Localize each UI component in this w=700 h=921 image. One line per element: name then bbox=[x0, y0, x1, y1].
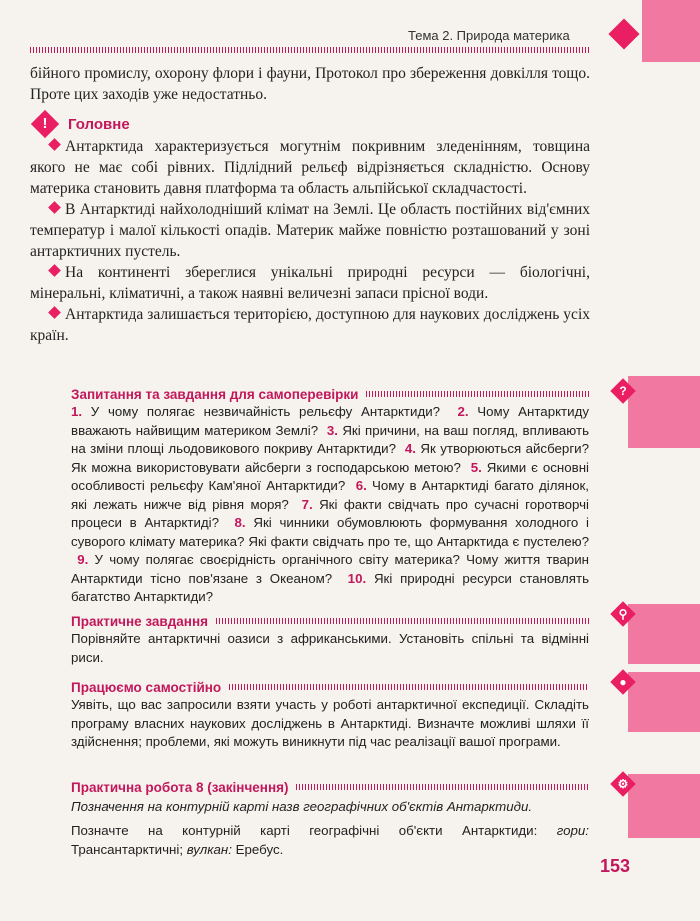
practical-task-text: Порівняйте антарктичні оазиси з африканськими. Установіть спільні та відмінні риси. bbox=[71, 631, 589, 665]
practical-work-text: Позначте на контурній карті географічні об'єкти Антарктиди: гори: Трансантарктичні; вулкан: Еребус. bbox=[71, 823, 589, 857]
intro-paragraph: бійного промислу, охорону флори і фауни, Протокол про збереження довкілля тощо. Проте цих заходів уже недостатньо. bbox=[30, 65, 590, 103]
important-title: Головне bbox=[68, 115, 130, 133]
practical-task-title: Практичне завдання bbox=[71, 613, 208, 629]
speech-bubble-icon: ● bbox=[610, 669, 635, 694]
header-rule bbox=[30, 47, 590, 53]
independent-work-title: Працюємо самостійно bbox=[71, 679, 222, 695]
independent-work-text: Уявіть, що вас запросили взяти участь у роботі антарктичної експедиції. Складіть програму власних наукових досліджень в Антарктиді. Визначте можливі шляхи її здійснення; проблеми, які можуть виникнути під час реалізації вашої програми. bbox=[71, 697, 589, 749]
side-tab-practical-work bbox=[628, 774, 700, 838]
gear-icon: ⚙ bbox=[610, 771, 635, 796]
exclamation-icon: ! bbox=[31, 110, 59, 138]
diamond-bullet-icon bbox=[48, 138, 61, 151]
important-item: На континенті збереглися унікальні природні ресурси — біологічні, мінеральні, кліматичні, а також наявні величезні запаси прісної води. bbox=[30, 264, 590, 302]
side-tab-practical bbox=[628, 604, 700, 664]
question-icon: ? bbox=[610, 378, 635, 403]
side-tab-header bbox=[642, 0, 700, 62]
practical-task-heading bbox=[71, 612, 589, 630]
diamond-bullet-icon bbox=[48, 201, 61, 214]
important-heading bbox=[30, 113, 130, 135]
side-tab-independent bbox=[628, 672, 700, 732]
practical-work-heading bbox=[71, 778, 589, 796]
important-item: Антарктида залишається територією, доступною для наукових досліджень усіх країн. bbox=[30, 306, 590, 344]
important-list bbox=[30, 136, 590, 346]
self-check-heading bbox=[71, 385, 589, 403]
search-icon: ⚲ bbox=[610, 601, 635, 626]
header-diamond-icon bbox=[608, 18, 639, 49]
important-item: В Антарктиді найхолодніший клімат на Землі. Це область постійних від'ємних температур і малої кількості опадів. Материк майже повністю розташований у зоні антарктичних пустель. bbox=[30, 201, 590, 260]
page-number: 153 bbox=[600, 856, 631, 876]
side-tab-questions bbox=[628, 376, 700, 448]
header-title: Тема 2. Природа материка bbox=[408, 28, 570, 43]
independent-work-heading bbox=[71, 678, 589, 696]
practical-work-title: Практична робота 8 (закінчення) bbox=[71, 779, 289, 795]
self-check-title: Запитання та завдання для самоперевірки bbox=[71, 386, 359, 402]
diamond-bullet-icon bbox=[48, 264, 61, 277]
important-item: Антарктида характеризується могутнім покривним зледенінням, товщина якого не має собі рівних. Підлідний рельєф відрізняється складністю. Основу материка становить давня платформа та область альпійської складчастості. bbox=[30, 138, 590, 197]
practical-work-subtitle: Позначення на контурній карті назв географічних об'єктів Антарктиди. bbox=[71, 799, 533, 814]
diamond-bullet-icon bbox=[48, 306, 61, 319]
self-check-questions: 1. У чому полягає незвичайність рельєфу Антарктиди? 2. Чому Антарктиду вважають найвищим материком Землі? 3. Які причини, на ваш погляд, впливають на зміни площі льодовикового покриву Антарктиди? 4. Як утворюються айсберги? Як можна використовувати айсберги з господарською метою? 5. Якими є основні особливості рельєфу Кам'яної Антарктиди? 6. Чому в Антарктиді багато ділянок, які лежать нижче від рівня моря? 7. Які факти свідчать про сучасні горотворчі процеси в Антарктиді? 8. Які чинники обумовлюють формування холодного і суворого клімату материка? Які факти свідчать про те, що Антарктида є пустелею? 9. У чому полягає своєрідність органічного світу материка? Чому життя тварин Антарктиди тісно пов'язане з Океаном? 10. Які природні ресурси становлять багатство Антарктиди? bbox=[71, 404, 590, 604]
